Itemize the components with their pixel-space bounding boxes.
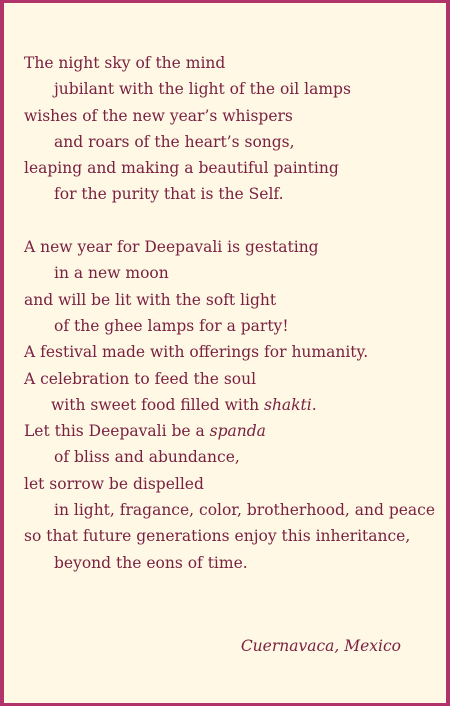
poem-line: beyond the eons of time. [54,553,248,572]
poem-text: with sweet food filled with [51,395,264,414]
poem-line: let sorrow be dispelled [24,474,204,493]
poem-line: A celebration to feed the soul [24,369,257,388]
signature-location: Cuernavaca, Mexico [240,637,401,655]
poem-line: in light, fragance, color, brotherhood, and peace [54,501,436,520]
poem-line: so that future generations enjoy this inheritance, [24,527,411,546]
poem-line: jubilant with the light of the oil lamps [54,80,351,99]
stanza-gap [24,208,444,234]
poem-line: and roars of the heart’s songs, [54,132,295,151]
poem-line: and will be lit with the soft light [24,290,277,309]
poem-line: leaping and making a beautiful painting [24,159,339,178]
poem-line: for the purity that is the Self. [54,185,284,204]
poem-text: . [311,395,317,414]
poem-emphasis: shakti [263,395,312,414]
poem-line: The night sky of the mind [24,54,226,72]
poem-line [24,418,444,444]
poem-line: in a new moon [54,264,169,283]
poem-body [24,50,444,576]
poem-line: A festival made with offerings for humanity. [24,343,369,362]
poem-emphasis: spanda [209,422,266,441]
poem-line: wishes of the new year’s whispers [24,106,293,125]
poem-line [24,392,444,418]
poem-line: of the ghee lamps for a party! [54,316,289,335]
poem-text: Let this Deepavali be a [24,422,210,441]
poem-line: of bliss and abundance, [54,448,240,467]
poem-line: A new year for Deepavali is gestating [24,238,319,257]
